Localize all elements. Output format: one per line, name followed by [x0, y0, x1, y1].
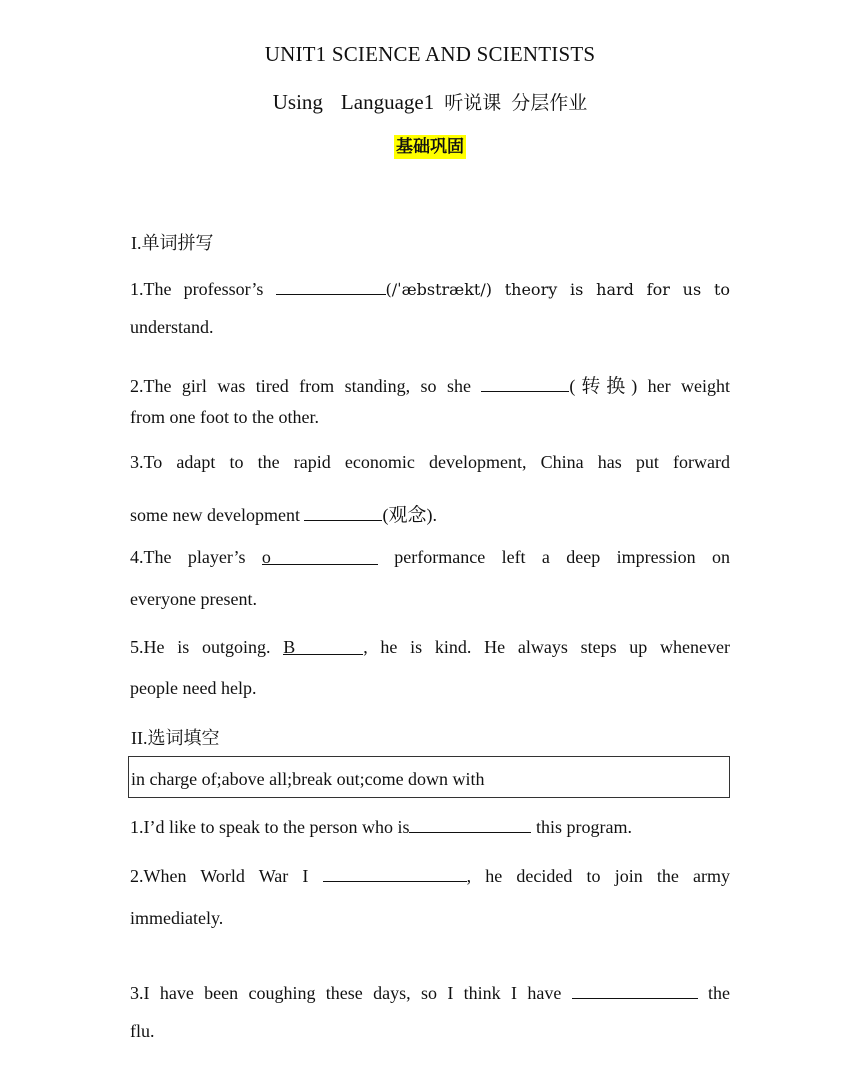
answer-blank[interactable]: [409, 815, 531, 833]
s1-q5-line2: people need help.: [130, 678, 257, 698]
section-1-roman: I.: [131, 233, 142, 253]
s1-q3-line1: 3.To adapt to the rapid economic development, China has put forward: [130, 452, 730, 472]
s2-q2-line1: 2.When World War I , he decided to join the army: [130, 866, 731, 886]
s1-q3-line2: some new development (观念).: [130, 504, 437, 526]
subtitle-language: Language1: [340, 90, 435, 114]
s1-q4-line1: 4.The player’s o performance left a deep impression on: [130, 547, 731, 567]
lesson-subtitle: [0, 88, 860, 115]
unit-title: UNIT1 SCIENCE AND SCIENTISTS: [264, 42, 596, 66]
level-label-row: [0, 132, 860, 157]
s2-q1-line1: 1.I’d like to speak to the person who is this program.: [130, 817, 632, 837]
word-bank-box: [128, 756, 730, 798]
section-1-title: 单词拼写: [141, 233, 214, 254]
s1-q1-line1: 1.The professor’s (/ˈæbstrækt/) theory is hard for us to: [130, 279, 731, 299]
s1-q5-line1: 5.He is outgoing. B , he is kind. He always steps up whenever: [130, 637, 730, 657]
subtitle-homework: 分层作业: [511, 92, 588, 114]
s2-q3-line1: 3.I have been coughing these days, so I think I have the: [130, 983, 730, 1003]
answer-blank[interactable]: [572, 981, 698, 999]
answer-blank[interactable]: [276, 277, 386, 295]
s1-q4-line2: everyone present.: [130, 589, 257, 609]
s1-q1-line2: understand.: [130, 317, 214, 337]
s2-q2-line2: immediately.: [130, 908, 224, 928]
section-2-roman: II.: [131, 728, 148, 748]
level-label: 基础巩固: [396, 137, 464, 157]
answer-blank[interactable]: [323, 864, 467, 882]
answer-blank[interactable]: o: [262, 547, 378, 565]
section-1-heading: [131, 229, 214, 255]
answer-blank[interactable]: B: [283, 637, 363, 655]
answer-blank[interactable]: [304, 503, 382, 521]
section-2-title: 选词填空: [147, 728, 220, 749]
answer-blank[interactable]: [481, 374, 569, 392]
subtitle-using: Using: [272, 90, 323, 114]
section-2-heading: [131, 724, 220, 750]
subtitle-lesson-type: 听说课: [444, 92, 502, 114]
word-bank-text: in charge of;above all;break out;come down with: [131, 769, 485, 789]
s1-q2-line1: 2.The girl was tired from standing, so she (转换) her weight: [130, 375, 731, 397]
s2-q3-line2: flu.: [130, 1021, 155, 1041]
s1-q2-line2: from one foot to the other.: [130, 407, 319, 427]
